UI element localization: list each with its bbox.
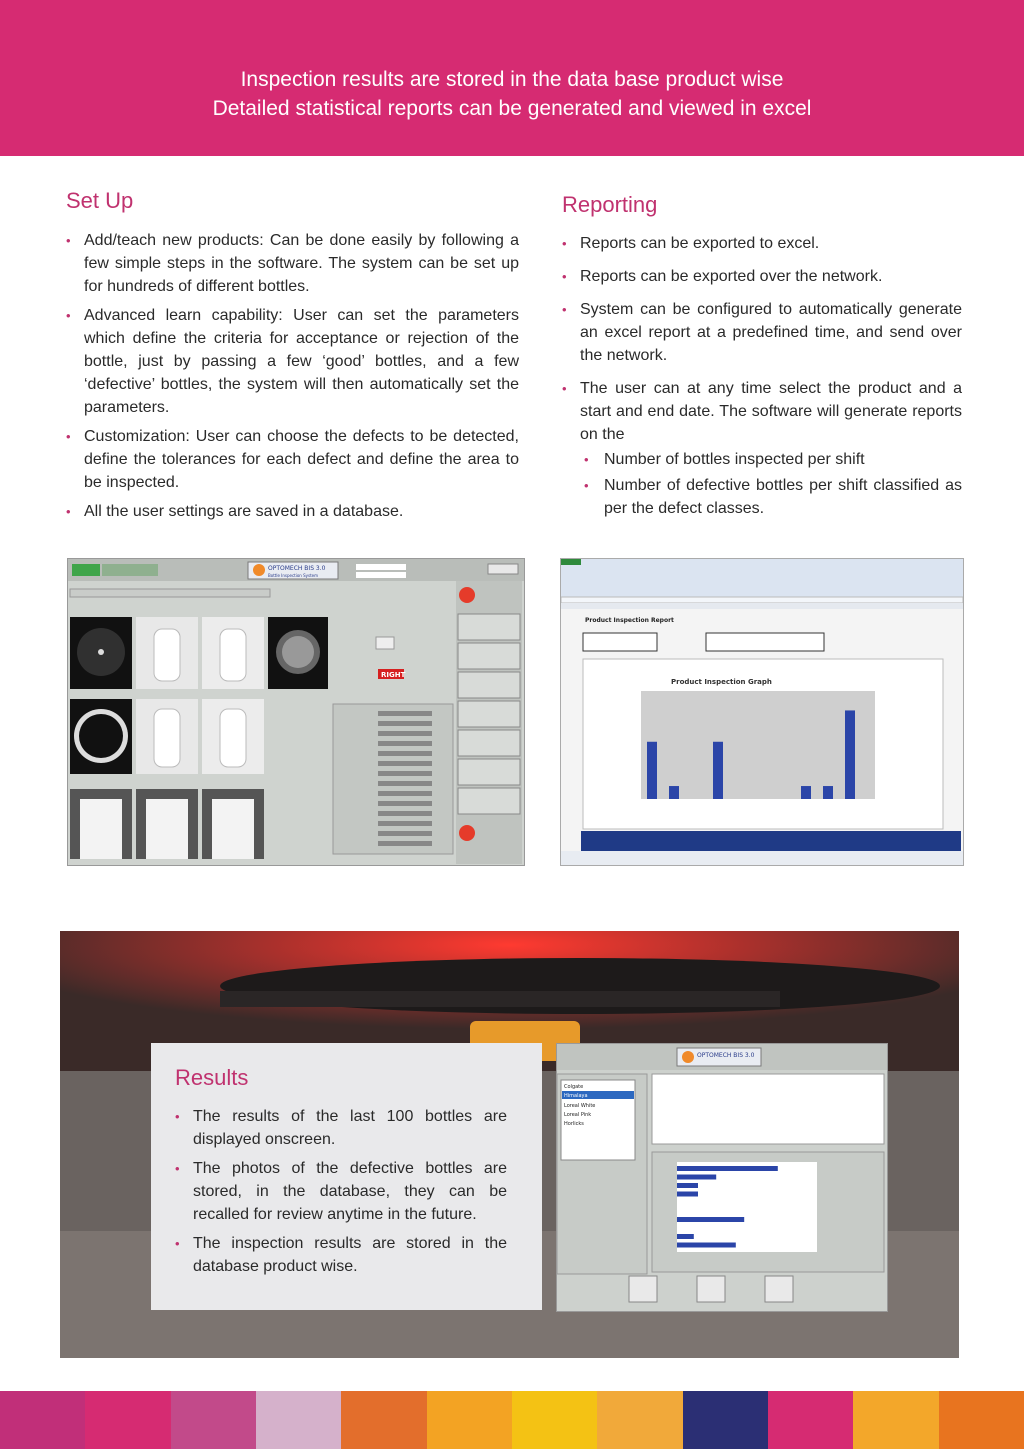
- color-stripe-segment: [171, 1391, 257, 1449]
- excel-bar: [669, 786, 679, 799]
- reporting-item: • System can be configured to automatically generate an excel report at a predefined time, and send over the network.: [562, 298, 962, 367]
- report-bar: [677, 1166, 778, 1171]
- report-brand: OPTOMECH BIS 3.0: [697, 1052, 755, 1059]
- excel-report-screenshot: [560, 558, 964, 866]
- reporting-list: [562, 232, 962, 526]
- report-bar: [677, 1192, 698, 1197]
- reporting-item-text: The user can at any time select the product and a start and end date. The software will generate reports on the: [580, 380, 962, 443]
- color-stripe-segment: [341, 1391, 427, 1449]
- color-stripe-segment: [683, 1391, 769, 1449]
- results-item: • The inspection results are stored in the database product wise.: [175, 1232, 507, 1278]
- banner-line-1: Inspection results are stored in the data base product wise: [240, 68, 784, 91]
- side-buttons: [456, 581, 522, 864]
- report-title: Product Inspection Report: [585, 617, 674, 624]
- result-indicator: RIGHT: [381, 671, 406, 679]
- brand-tagline: Bottle Inspection System: [268, 573, 319, 578]
- results-title: Results: [175, 1065, 249, 1090]
- setup-title: Set Up: [66, 188, 134, 213]
- results-panel: [151, 1043, 542, 1310]
- color-stripe-segment: [597, 1391, 683, 1449]
- setup-item: • Customization: User can choose the defects to be detected, define the tolerances for each defect and define the area to be inspected.: [66, 425, 519, 494]
- banner-line-2: Detailed statistical reports can be generated and viewed in excel: [212, 97, 812, 120]
- report-software-screenshot: [556, 1043, 888, 1312]
- product-item: Colgate: [564, 1084, 584, 1090]
- setup-list: [66, 229, 519, 529]
- reporting-subitem: • Number of defective bottles per shift classified as per the defect classes.: [580, 474, 962, 520]
- setup-item: • All the user settings are saved in a database.: [66, 500, 519, 523]
- results-item: • The results of the last 100 bottles are displayed onscreen.: [175, 1105, 507, 1151]
- product-item: Himalaya: [564, 1093, 588, 1099]
- product-item: Loreal Pink: [564, 1112, 592, 1118]
- color-stripe-segment: [85, 1391, 171, 1449]
- header-banner: [0, 0, 1024, 156]
- reporting-title: Reporting: [562, 192, 658, 217]
- excel-bar: [845, 710, 855, 799]
- reporting-subitem: • Number of bottles inspected per shift: [580, 448, 962, 471]
- graph-title: Product Inspection Graph: [671, 678, 772, 686]
- camera-image-grid: [70, 617, 328, 859]
- excel-bar: [801, 786, 811, 799]
- brand-text: OPTOMECH BIS 3.0: [268, 565, 326, 572]
- reporting-item: • Reports can be exported over the network.: [562, 265, 962, 288]
- report-bar: [677, 1217, 744, 1222]
- inspection-software-screenshot: [67, 558, 525, 866]
- excel-bar: [823, 786, 833, 799]
- color-stripe-segment: [427, 1391, 513, 1449]
- color-stripe-segment: [768, 1391, 854, 1449]
- report-bar: [677, 1183, 698, 1188]
- color-stripe-segment: [256, 1391, 342, 1449]
- results-item: • The photos of the defective bottles are stored, in the database, they can be recalled for review anytime in the future.: [175, 1157, 507, 1226]
- product-item: Loreal White: [564, 1103, 596, 1109]
- product-item: Horlicks: [564, 1121, 584, 1127]
- color-stripe-segment: [939, 1391, 1024, 1449]
- reporting-item: [562, 377, 962, 520]
- reporting-sublist: [580, 448, 962, 520]
- color-stripe-segment: [512, 1391, 598, 1449]
- report-bar: [677, 1175, 716, 1180]
- report-bar: [677, 1243, 736, 1248]
- excel-bar: [647, 742, 657, 799]
- setup-item: • Add/teach new products: Can be done easily by following a few simple steps in the software. The system can be set up for hundreds of different bottles.: [66, 229, 519, 298]
- setup-item: • Advanced learn capability: User can set the parameters which define the criteria for acceptance or rejection of the bottle, just by passing a few ‘good’ bottles, and a few ‘defective’ bottles, the system will then automatically set the parameters.: [66, 304, 519, 419]
- color-stripe-segment: [853, 1391, 939, 1449]
- color-stripe-segment: [0, 1391, 86, 1449]
- results-list: [175, 1105, 507, 1284]
- excel-bar: [713, 742, 723, 799]
- report-bar: [677, 1234, 694, 1239]
- reporting-item: • Reports can be exported to excel.: [562, 232, 962, 255]
